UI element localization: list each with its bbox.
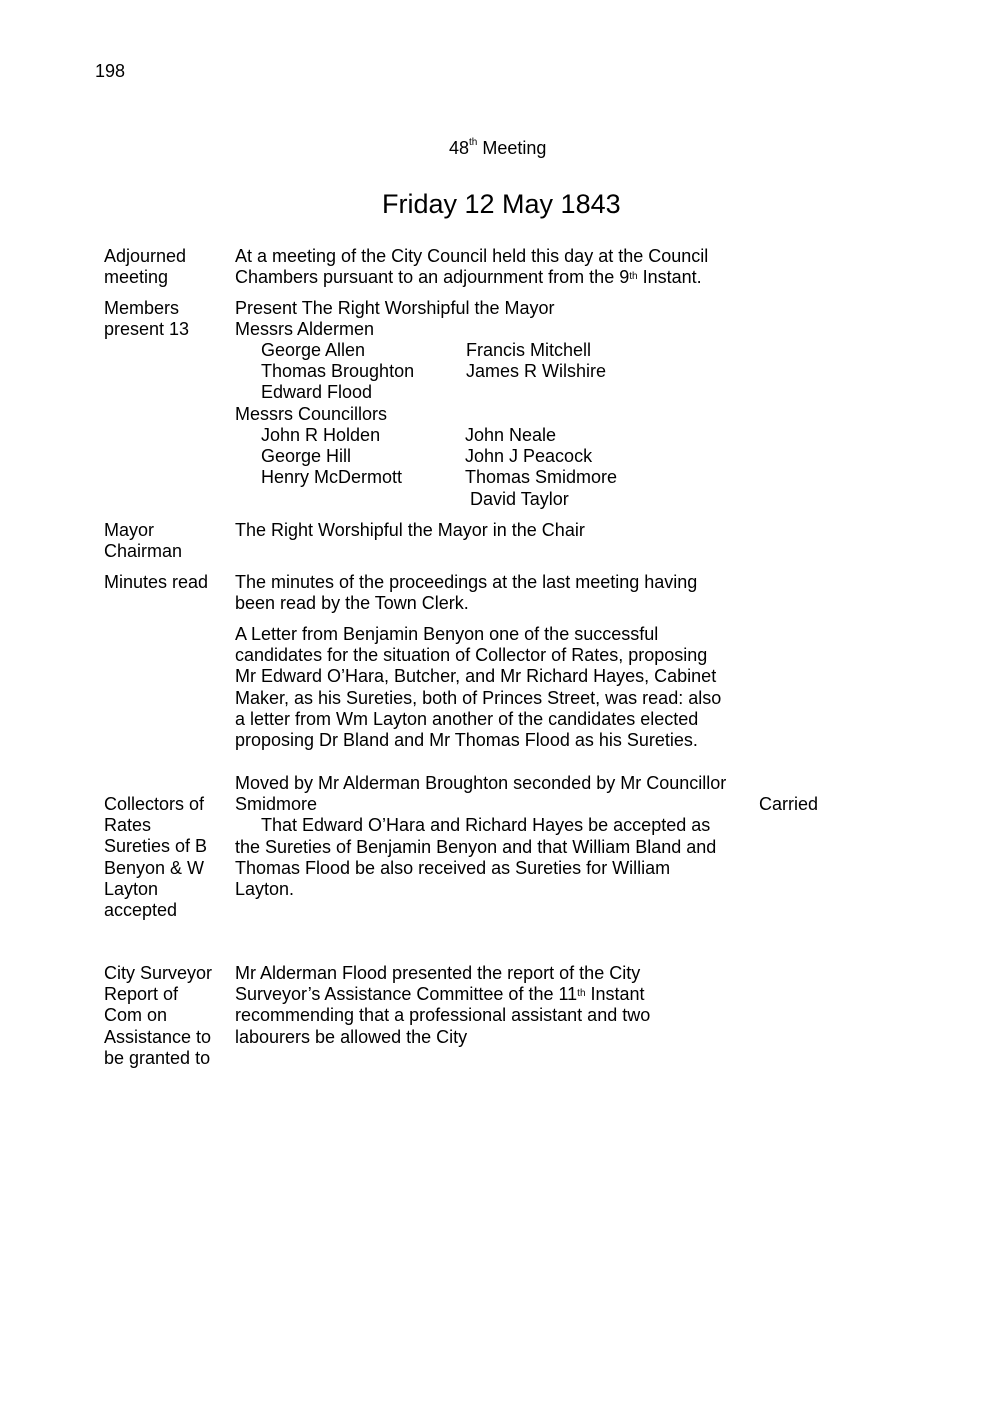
margin-line: Com on bbox=[104, 1005, 168, 1026]
aldermen-left-column bbox=[261, 340, 414, 404]
alderman-name: James R Wilshire bbox=[466, 361, 607, 382]
alderman-name: George Allen bbox=[261, 340, 366, 360]
text-line: The minutes of the proceedings at the last meeting having bbox=[235, 572, 698, 592]
margin-line: Sureties of B bbox=[104, 836, 208, 857]
margin-line: Rates bbox=[104, 815, 152, 836]
alderman-name: Edward Flood bbox=[261, 382, 373, 403]
text-line: Maker, as his Sureties, both of Princes Street, was read: also bbox=[235, 687, 722, 708]
councillor-name: Thomas Smidmore bbox=[465, 467, 618, 488]
councillor-name: Henry McDermott bbox=[261, 467, 403, 488]
margin-line: accepted bbox=[104, 900, 178, 921]
text-fragment: Surveyor’s Assistance Committee of the 11 bbox=[235, 984, 578, 1005]
councillor-name: George Hill bbox=[261, 446, 352, 467]
margin-note-adjourned bbox=[104, 246, 186, 288]
text-fragment: Instant. bbox=[637, 267, 702, 288]
present-line: Present The Right Worshipful the Mayor bbox=[235, 298, 555, 318]
margin-note-surveyor bbox=[104, 963, 212, 1069]
margin-line: Chairman bbox=[104, 541, 183, 562]
text-line bbox=[235, 267, 708, 288]
margin-line: City Surveyor bbox=[104, 963, 213, 983]
members-headings bbox=[235, 298, 554, 340]
text-line: Moved by Mr Alderman Broughton seconded by Mr Councillor bbox=[235, 773, 727, 793]
collectors-motion bbox=[235, 773, 726, 900]
text-line: a letter from Wm Layton another of the candidates elected bbox=[235, 708, 699, 729]
meeting-number: 48 bbox=[449, 138, 470, 158]
councillor-name: David Taylor bbox=[470, 488, 569, 509]
margin-note-minutes: Minutes read bbox=[104, 572, 209, 592]
minutes-text bbox=[235, 572, 697, 614]
alderman-name: Francis Mitchell bbox=[466, 340, 592, 360]
margin-note-members bbox=[104, 298, 189, 340]
mayor-text: The Right Worshipful the Mayor in the Chair bbox=[235, 520, 585, 540]
text-line: Smidmore bbox=[235, 794, 318, 815]
surveyor-text bbox=[235, 963, 650, 1048]
text-line: Layton. bbox=[235, 879, 295, 900]
text-fragment: Chambers pursuant to an adjournment from the 9 bbox=[235, 267, 630, 288]
text-line: Mr Alderman Flood presented the report of the City bbox=[235, 963, 641, 983]
meeting-word: Meeting bbox=[482, 138, 547, 158]
margin-line: Members bbox=[104, 298, 180, 318]
margin-line: meeting bbox=[104, 267, 169, 288]
page-number: 198 bbox=[95, 61, 126, 81]
margin-note-mayor bbox=[104, 520, 182, 562]
councillor-name: John Neale bbox=[465, 425, 557, 445]
margin-line: Benyon & W bbox=[104, 857, 205, 878]
text-line: A Letter from Benjamin Benyon one of the successful bbox=[235, 624, 659, 644]
margin-line: Layton bbox=[104, 878, 159, 899]
text-line: been read by the Town Clerk. bbox=[235, 593, 469, 614]
text-line: Thomas Flood be also received as Sureties for William bbox=[235, 857, 671, 878]
margin-line: Assistance to bbox=[104, 1026, 212, 1047]
text-line bbox=[235, 984, 650, 1005]
text-line: labourers be allowed the City bbox=[235, 1026, 468, 1047]
letter-paragraph bbox=[235, 624, 721, 751]
councillors-heading: Messrs Councillors bbox=[235, 404, 388, 424]
text-line: At a meeting of the City Council held this day at the Council bbox=[235, 246, 709, 266]
margin-line: Collectors of bbox=[104, 794, 205, 814]
text-line: Mr Edward O’Hara, Butcher, and Mr Richard Hayes, Cabinet bbox=[235, 666, 717, 687]
aldermen-heading: Messrs Aldermen bbox=[235, 319, 375, 340]
margin-line: Report of bbox=[104, 984, 179, 1005]
ordinal-suffix: th bbox=[629, 271, 638, 283]
text-line: recommending that a professional assistant and two bbox=[235, 1005, 651, 1026]
text-line: That Edward O’Hara and Richard Hayes be accepted as bbox=[261, 815, 711, 836]
alderman-name: Thomas Broughton bbox=[261, 361, 415, 382]
margin-line: present 13 bbox=[104, 319, 190, 340]
ordinal-suffix: th bbox=[577, 988, 586, 1000]
councillor-name: John R Holden bbox=[261, 425, 381, 445]
meeting-heading bbox=[449, 138, 546, 159]
margin-line: Mayor bbox=[104, 520, 155, 540]
motion-outcome: Carried bbox=[759, 794, 819, 814]
text-fragment: Instant bbox=[585, 984, 645, 1005]
margin-line: Adjourned bbox=[104, 246, 187, 266]
councillor-name: John J Peacock bbox=[465, 446, 593, 467]
text-line: proposing Dr Bland and Mr Thomas Flood as his Sureties. bbox=[235, 730, 698, 751]
text-line: the Sureties of Benjamin Benyon and that William Bland and bbox=[235, 836, 717, 857]
adjourned-text bbox=[235, 246, 708, 288]
councillors-right-column bbox=[465, 425, 617, 510]
margin-line: be granted to bbox=[104, 1047, 211, 1068]
text-line: candidates for the situation of Collector of Rates, proposing bbox=[235, 645, 708, 666]
councillors-left-column bbox=[261, 425, 402, 489]
aldermen-right-column bbox=[466, 340, 606, 382]
date-title: Friday 12 May 1843 bbox=[382, 189, 621, 219]
margin-note-collectors bbox=[104, 794, 207, 921]
meeting-number-suffix: th bbox=[469, 137, 478, 148]
